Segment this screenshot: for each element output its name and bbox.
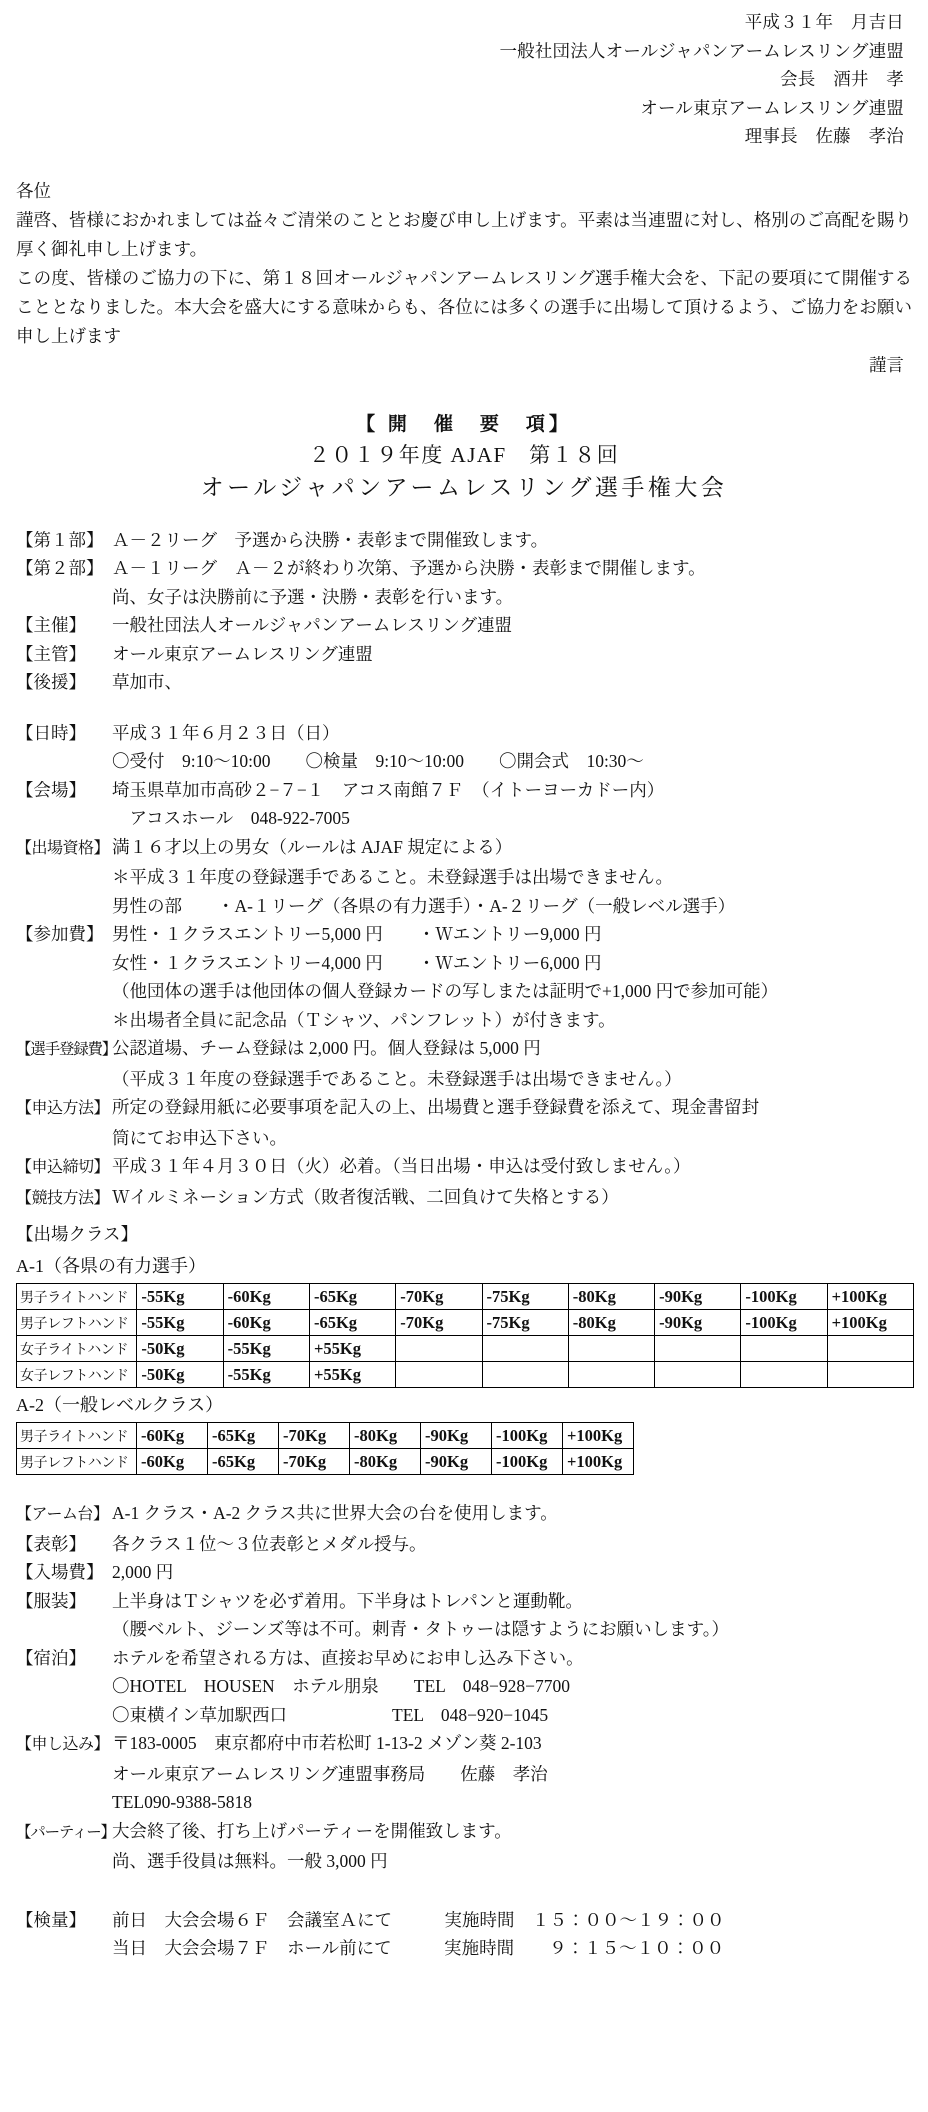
detail-label: 【競技方法】	[16, 1189, 110, 1207]
classes-heading: 【出場クラス】	[16, 1224, 138, 1244]
detail-value: 前日 大会会場６Ｆ 会議室Ａにて 実施時間 １５：００〜１９：００	[112, 1909, 725, 1930]
weight-cell: -80Kg	[350, 1423, 421, 1449]
table-row	[17, 1362, 914, 1388]
detail-value: ＊平成３１年度の登録選手であること。未登録選手は出場できません。	[112, 867, 674, 887]
weight-cell	[655, 1362, 741, 1388]
detail-label: 【後援】	[16, 672, 86, 692]
weight-cell: -100Kg	[492, 1423, 563, 1449]
weight-cell: -100Kg	[492, 1449, 563, 1475]
row-header: 男子ライトハンド	[17, 1284, 137, 1310]
detail-row	[16, 583, 912, 612]
detail-row	[16, 719, 912, 748]
detail-label: 【申込締切】	[16, 1159, 110, 1176]
weight-cell: -75Kg	[482, 1284, 568, 1310]
detail-value: （他団体の選手は他団体の個人登録カードの写しまたは証明で+1,000 円で参加可能）	[112, 981, 779, 1001]
letterhead-director: 理事長 佐藤 孝治	[744, 126, 904, 146]
detail-value: 大会終了後、打ち上げパーティーを開催致します。	[112, 1820, 512, 1841]
detail-label: 【パーティー】	[16, 1823, 115, 1841]
weight-cell: +100Kg	[827, 1310, 913, 1336]
detail-row	[16, 1034, 912, 1065]
detail-value: 埼玉県草加市高砂２−７−１ アコス南館７Ｆ （イトーヨーカドー内）	[112, 779, 665, 800]
row-header: 男子ライトハンド	[17, 1423, 137, 1449]
detail-label: 【検量】	[16, 1909, 86, 1930]
detail-row	[16, 1847, 912, 1876]
a1-weight-class-table	[16, 1283, 914, 1388]
detail-row	[16, 776, 912, 805]
detail-row	[16, 1006, 912, 1035]
letterhead-president: 会長 酒井 孝	[780, 69, 904, 89]
weight-cell: -65Kg	[309, 1310, 395, 1336]
detail-row	[16, 611, 912, 640]
weight-cell: -60Kg	[223, 1284, 309, 1310]
weight-cell: -55Kg	[223, 1336, 309, 1362]
detail-value: Ｗイルミネーション方式（敗者復活戦、二回負けて失格とする）	[112, 1186, 619, 1207]
weight-cell: -90Kg	[421, 1449, 492, 1475]
title-bracket: 【 開 催 要 項】	[356, 413, 572, 435]
detail-row	[16, 920, 912, 949]
weight-cell: +100Kg	[827, 1284, 913, 1310]
weight-cell: -70Kg	[396, 1310, 482, 1336]
detail-label: 【出場資格】	[16, 839, 110, 857]
table-row	[17, 1449, 634, 1475]
title-main-line: オールジャパンアームレスリング選手権大会	[200, 474, 728, 500]
detail-row	[16, 1672, 912, 1701]
row-header: 女子レフトハンド	[17, 1362, 137, 1388]
detail-value: 各クラス１位〜３位表彰とメダル授与。	[112, 1533, 427, 1554]
weight-cell: -55Kg	[137, 1310, 223, 1336]
weight-cell	[741, 1362, 827, 1388]
weight-cell: -75Kg	[482, 1310, 568, 1336]
detail-value: 一般社団法人オールジャパンアームレスリング連盟	[112, 615, 512, 635]
a2-class-title: A-2（一般レベルクラス）	[16, 1395, 224, 1415]
detail-value: 〇HOTEL HOUSEN ホテル朋泉 TEL 048−928−7700	[112, 1676, 570, 1696]
detail-label: 【表彰】	[16, 1533, 86, 1554]
detail-row	[16, 1124, 912, 1153]
detail-value: TEL090-9388-5818	[112, 1792, 252, 1812]
detail-row	[16, 833, 912, 864]
detail-label: 【日時】	[16, 722, 86, 743]
weight-cell: -90Kg	[655, 1284, 741, 1310]
weight-cell	[568, 1362, 654, 1388]
letterhead-date: 平成３１年 月吉日	[744, 12, 904, 32]
detail-value: 〇東横イン草加駅西口 TEL 048−920−1045	[112, 1704, 549, 1725]
detail-row	[16, 1817, 912, 1848]
weight-cell	[396, 1336, 482, 1362]
detail-row	[16, 1934, 912, 1963]
salutation: 各位	[16, 180, 51, 201]
spacer	[16, 1477, 912, 1499]
table-row	[17, 1423, 634, 1449]
detail-row	[16, 1558, 912, 1587]
weight-cell	[482, 1336, 568, 1362]
weight-cell: +100Kg	[563, 1423, 634, 1449]
weight-cell	[827, 1336, 913, 1362]
weight-cell	[482, 1362, 568, 1388]
detail-label: 【主管】	[16, 643, 86, 664]
detail-value: Ａ－１リーグ Ａ－２が終わり次第、予選から決勝・表彰まで開催します。	[112, 558, 706, 578]
spacer	[16, 697, 912, 719]
weight-cell: -60Kg	[223, 1310, 309, 1336]
weight-cell: -80Kg	[350, 1449, 421, 1475]
weight-cell: -70Kg	[396, 1284, 482, 1310]
weighin-group	[16, 1906, 912, 1963]
detail-row	[16, 1701, 912, 1730]
detail-label: 【第２部】	[16, 558, 104, 578]
body-paragraph-1: 謹啓、皆様におかれましては益々ご清栄のこととお慶び申し上げます。平素は当連盟に対し、格別のご高配を賜り厚く御礼申し上げます。	[16, 209, 912, 259]
title-year-line: ２０１９年度 AJAF 第１８回	[308, 442, 620, 467]
detail-label: 【会場】	[16, 779, 86, 800]
detail-value: 草加市、	[112, 672, 182, 692]
weight-cell	[568, 1336, 654, 1362]
title-block	[16, 410, 912, 504]
detail-value: 女性・１クラスエントリー4,000 円 ・Ｗエントリー6,000 円	[112, 952, 602, 973]
a1-class-title: A-1（各県の有力選手）	[16, 1256, 206, 1276]
detail-row	[16, 1906, 912, 1935]
detail-label: 【第１部】	[16, 529, 104, 550]
detail-row	[16, 1587, 912, 1616]
detail-label: 【服装】	[16, 1590, 86, 1611]
weight-cell: -80Kg	[568, 1310, 654, 1336]
detail-row	[16, 747, 912, 776]
detail-row	[16, 804, 912, 833]
weight-cell	[741, 1336, 827, 1362]
detail-row	[16, 1615, 912, 1644]
weight-cell: -65Kg	[208, 1449, 279, 1475]
detail-value: 〇受付 9:10〜10:00 〇検量 9:10〜10:00 〇開会式 10:30〜	[112, 751, 644, 771]
row-header: 男子レフトハンド	[17, 1449, 137, 1475]
detail-value: （腰ベルト、ジーンズ等は不可。刺青・タトゥーは隠すようにお願いします。）	[112, 1619, 729, 1639]
detail-value: 男性の部 ・A-１リーグ（各県の有力選手）・A-２リーグ（一般レベル選手）	[112, 895, 736, 916]
detail-value: 満１６才以上の男女（ルールは AJAF 規定による）	[112, 836, 513, 857]
weight-cell: -50Kg	[137, 1362, 223, 1388]
detail-row	[16, 526, 912, 555]
row-header: 男子レフトハンド	[17, 1310, 137, 1336]
detail-row	[16, 1499, 912, 1530]
weight-cell: -70Kg	[279, 1423, 350, 1449]
detail-value: 2,000 円	[112, 1562, 174, 1582]
weight-cell: -90Kg	[655, 1310, 741, 1336]
detail-label: 【宿泊】	[16, 1647, 86, 1668]
detail-value: 所定の登録用紙に必要事項を記入の上、出場費と選手登録費を添えて、現金書留封	[112, 1097, 760, 1117]
weight-cell: -90Kg	[421, 1423, 492, 1449]
detail-value: 尚、女子は決勝前に予選・決勝・表彰を行います。	[112, 586, 514, 607]
letterhead-org-tokyo: オール東京アームレスリング連盟	[640, 97, 904, 118]
detail-value: 男性・１クラスエントリー5,000 円 ・Ｗエントリー9,000 円	[112, 924, 602, 944]
body-paragraph-2: この度、皆様のご協力の下に、第１８回オールジャパンアームレスリング選手権大会を、下記の要項にて開催することとなりました。本大会を盛大にする意味からも、各位には多くの選手に出場して頂けるよう、ご協力をお願い申し上げます	[16, 267, 912, 346]
detail-label: 【主催】	[16, 615, 86, 635]
weight-cell: -60Kg	[137, 1423, 208, 1449]
detail-value: オール東京アームレスリング連盟事務局 佐藤 孝治	[112, 1763, 548, 1784]
weight-cell: -55Kg	[223, 1362, 309, 1388]
detail-row	[16, 1788, 912, 1817]
detail-row	[16, 892, 912, 921]
letterhead	[16, 8, 912, 151]
detail-row	[16, 949, 912, 978]
table-row	[17, 1284, 914, 1310]
weight-cell: -70Kg	[279, 1449, 350, 1475]
detail-row	[16, 1183, 912, 1214]
detail-value: オール東京アームレスリング連盟	[112, 643, 373, 664]
detail-row	[16, 977, 912, 1006]
letterhead-org-national: 一般社団法人オールジャパンアームレスリング連盟	[499, 40, 904, 61]
weight-cell: -65Kg	[208, 1423, 279, 1449]
detail-row	[16, 640, 912, 669]
detail-label: 【アーム台】	[16, 1506, 109, 1523]
detail-label: 【入場費】	[16, 1562, 104, 1582]
weight-cell: +100Kg	[563, 1449, 634, 1475]
detail-row	[16, 1065, 912, 1094]
detail-value: ホテルを希望される方は、直接お早めにお申し込み下さい。	[112, 1647, 584, 1668]
weight-cell	[655, 1336, 741, 1362]
weight-cell: -100Kg	[741, 1284, 827, 1310]
detail-value: 平成３１年６月２３日（日）	[112, 722, 340, 743]
weight-cell	[827, 1362, 913, 1388]
detail-value: 上半身はＴシャツを必ず着用。下半身はトレパンと運動靴。	[112, 1590, 583, 1611]
detail-row	[16, 1644, 912, 1673]
detail-row	[16, 554, 912, 583]
detail-value: Ａ－２リーグ 予選から決勝・表彰まで開催致します。	[112, 529, 549, 550]
table-row	[17, 1336, 914, 1362]
details-group-1	[16, 526, 912, 697]
detail-label: 【申し込み】	[16, 1736, 110, 1753]
detail-row	[16, 668, 912, 697]
detail-row	[16, 1530, 912, 1559]
detail-value: （平成３１年度の登録選手であること。未登録選手は出場できません。）	[112, 1068, 682, 1089]
detail-value: 当日 大会会場７Ｆ ホール前にて 実施時間 ９：１５〜１０：００	[112, 1938, 725, 1958]
detail-value: 筒にてお申込下さい。	[112, 1127, 287, 1148]
spacer	[16, 1876, 912, 1906]
closing-word: 謹言	[869, 354, 904, 375]
detail-value: ＊出場者全員に記念品（Ｔシャツ、パンフレット）が付きます。	[112, 1009, 616, 1030]
detail-row	[16, 1152, 912, 1183]
weight-cell: -65Kg	[309, 1284, 395, 1310]
table-row	[17, 1310, 914, 1336]
details-group-3	[16, 1499, 912, 1876]
weight-cell: -50Kg	[137, 1336, 223, 1362]
detail-label: 【申込方法】	[16, 1100, 110, 1117]
a2-weight-class-table	[16, 1422, 634, 1475]
detail-row	[16, 863, 912, 892]
detail-row	[16, 1093, 912, 1124]
detail-row	[16, 1729, 912, 1760]
weight-cell: +55Kg	[309, 1362, 395, 1388]
detail-row	[16, 1760, 912, 1789]
detail-label: 【参加費】	[16, 924, 104, 944]
row-header: 女子ライトハンド	[17, 1336, 137, 1362]
detail-label: 【選手登録費】	[16, 1041, 117, 1058]
weight-cell: -55Kg	[137, 1284, 223, 1310]
weight-cell: -100Kg	[741, 1310, 827, 1336]
detail-value: 〒183-0005 東京都府中市若松町 1-13-2 メゾン葵 2-103	[112, 1733, 542, 1753]
detail-value: アコスホール 048-922-7005	[112, 808, 350, 828]
detail-value: 平成３１年４月３０日（火）必着。（当日出場・申込は受付致しません。）	[112, 1156, 691, 1176]
weight-cell	[396, 1362, 482, 1388]
weight-cell: +55Kg	[309, 1336, 395, 1362]
detail-value: 尚、選手役員は無料。一般 3,000 円	[112, 1851, 388, 1871]
detail-value: 公認道場、チーム登録は 2,000 円。個人登録は 5,000 円	[112, 1038, 541, 1058]
detail-value: A-1 クラス・A-2 クラス共に世界大会の台を使用します。	[112, 1503, 558, 1523]
weight-cell: -80Kg	[568, 1284, 654, 1310]
details-group-2	[16, 719, 912, 1214]
weight-cell: -60Kg	[137, 1449, 208, 1475]
